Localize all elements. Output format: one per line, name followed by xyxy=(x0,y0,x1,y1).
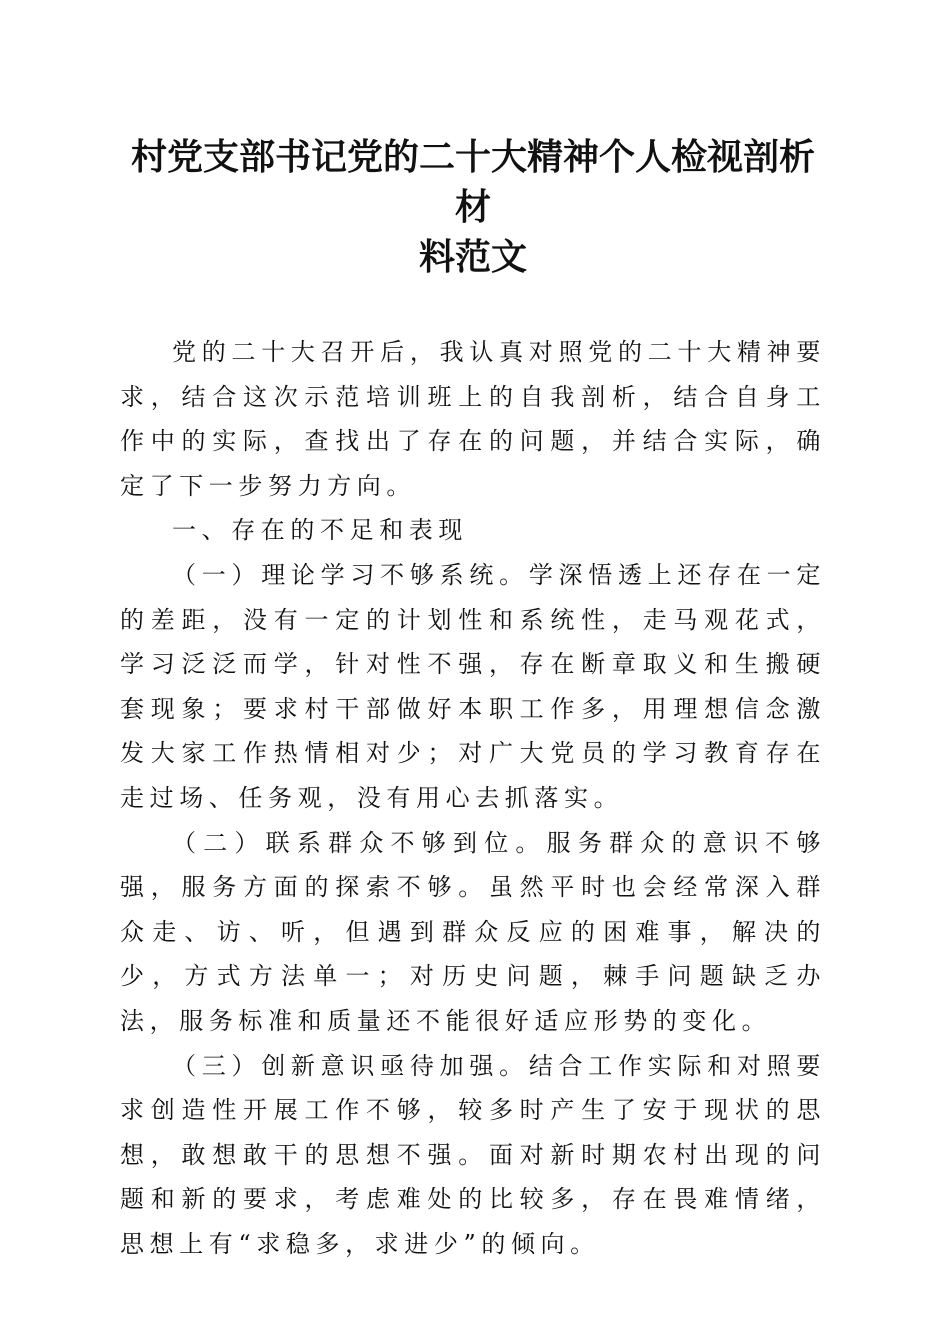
document-title-line-2: 料范文 xyxy=(418,236,527,278)
document-page xyxy=(120,132,826,1266)
item-heading-1: （一）理论学习不够系统。 xyxy=(172,560,529,589)
item-paragraph-2 xyxy=(120,821,826,1044)
item-heading-2: （二）联系群众不够到位。 xyxy=(172,828,547,857)
item-heading-3: （三）创新意识亟待加强。 xyxy=(172,1051,529,1080)
section-heading-1: 一、存在的不足和表现 xyxy=(172,516,468,545)
item-text-1: 学深悟透上还存在一定的差距，没有一定的计划性和系统性，走马观花式，学习泛泛而学，针对性不强，存在断章取义和生搬硬套现象；要求村干部做好本职工作多，用理想信念激发大家工作热情相对少；对广大党员的学习教育存在走过场、任务观，没有用心去抓落实。 xyxy=(120,560,827,812)
item-text-3: 结合工作实际和对照要求创造性开展工作不够，较多时产生了安于现状的思想，敢想敢干的思想不强。面对新时期农村出现的问题和新的要求，考虑难处的比较多，存在畏难情绪，思想上有“求稳多，求进少”的倾向。 xyxy=(120,1051,827,1258)
item-paragraph-1 xyxy=(120,553,826,821)
document-title-line-1: 村党支部书记党的二十大精神个人检视剖析材 xyxy=(130,136,815,228)
intro-paragraph: 党的二十大召开后，我认真对照党的二十大精神要求，结合这次示范培训班上的自我剖析，结合自身工作中的实际，查找出了存在的问题，并结合实际，确定了下一步努力方向。 xyxy=(120,338,826,500)
item-paragraph-3 xyxy=(120,1044,826,1267)
item-text-2: 服务群众的意识不够强，服务方面的探索不够。虽然平时也会经常深入群众走、访、听，但遇到群众反应的困难事，解决的少，方式方法单一；对历史问题，棘手问题缺乏办法，服务标准和质量还不能很好适应形势的变化。 xyxy=(120,828,826,1035)
document-title xyxy=(114,132,832,282)
document-body xyxy=(120,330,826,1266)
